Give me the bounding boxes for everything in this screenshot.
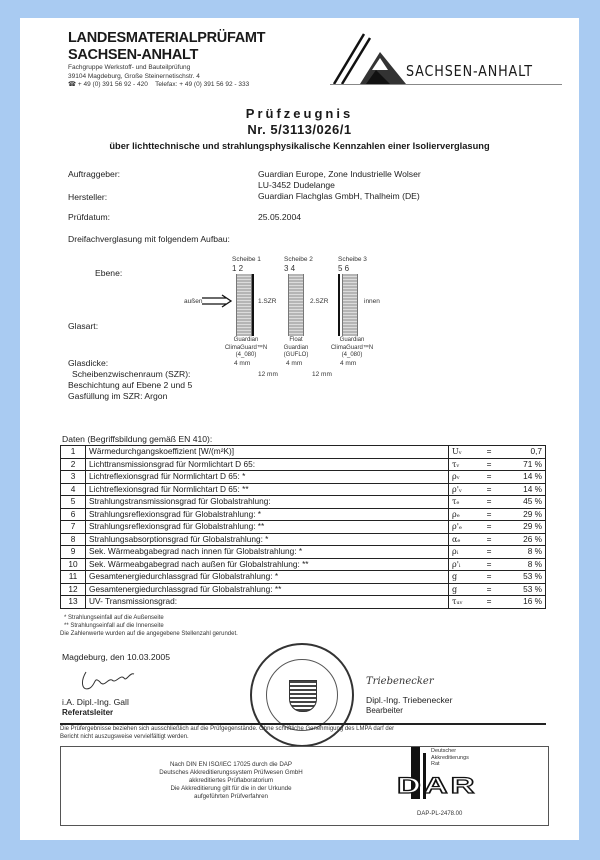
row-symbol: ρᵢ (449, 546, 476, 559)
row-equals: = (475, 558, 503, 571)
row-symbol: Uᵥ (449, 446, 476, 459)
client-value: Guardian Europe, Zone Industrielle Wolser (258, 169, 421, 179)
row-number: 5 (61, 496, 86, 509)
doc-number: Nr. 5/3113/026/1 (247, 122, 352, 137)
pane-3-graphic (342, 274, 358, 336)
double-arrow-right-icon (202, 294, 234, 308)
dar-small-line: Akkreditierungs (431, 754, 469, 761)
sachsen-anhalt-logo (330, 32, 570, 86)
row-value: 53 % (503, 571, 546, 584)
gap1-width: 12 mm (258, 371, 278, 378)
row-number: 9 (61, 546, 86, 559)
table-row (61, 558, 546, 571)
footnote-2: ** Strahlungseinfall auf die Innenseite (64, 623, 164, 629)
row-value: 45 % (503, 496, 546, 509)
pane-2-graphic (288, 274, 304, 336)
row-description: Sek. Wärmeabgabegrad nach innen für Globalstrahlung: * (86, 546, 449, 559)
pane1-type-line2: ClimaGuard™N (224, 344, 268, 351)
org-line1: LANDESMATERIALPRÜFAMT (68, 30, 266, 46)
row-symbol: τₑ (449, 496, 476, 509)
org-line2: SACHSEN-ANHALT (68, 47, 199, 63)
row-number: 3 (61, 471, 86, 484)
pane3-name: Scheibe 3 (338, 256, 367, 263)
accreditation-box (60, 746, 549, 826)
table-row (61, 533, 546, 546)
ebene-label: Ebene: (95, 268, 123, 278)
pane3-type-line2: ClimaGuard™N (330, 344, 374, 351)
dar-small-line: Deutscher (431, 748, 457, 754)
row-equals: = (475, 596, 503, 609)
table-row (61, 483, 546, 496)
gas-info: Gasfüllung im SZR: Argon (68, 391, 168, 401)
row-equals: = (475, 446, 503, 459)
row-description: Lichttransmissionsgrad für Normlichtart D 65: (86, 458, 449, 471)
row-description: Lichtreflexionsgrad für Normlichtart D 65: * (86, 471, 449, 484)
pane1-type-line3: (4_080) (235, 352, 257, 358)
gap2-label: 2.SZR (310, 298, 329, 305)
row-value: 8 % (503, 558, 546, 571)
org-street: 39104 Magdeburg, Große Steinernetischstr. 4 (68, 72, 200, 80)
pane2-levels: 3 4 (284, 264, 296, 273)
table-row (61, 508, 546, 521)
row-symbol: ρ'ᵢ (449, 558, 476, 571)
pane2-type-line3: (GUFLO) (283, 352, 309, 358)
table-row (61, 446, 546, 459)
row-number: 13 (61, 596, 86, 609)
phone: ☎ + 49 (0) 391 56 92 - 420 (68, 81, 148, 88)
pane2-type (270, 337, 322, 360)
row-number: 1 (61, 446, 86, 459)
row-description: Strahlungsreflexionsgrad für Globalstrahlung: ** (86, 521, 449, 534)
pane1-type (216, 337, 276, 360)
row-value: 14 % (503, 471, 546, 484)
row-value: 16 % (503, 596, 546, 609)
accreditation-line: aufgeführten Prüfverfahren (194, 793, 268, 800)
table-row (61, 521, 546, 534)
row-equals: = (475, 471, 503, 484)
place-date: Magdeburg, den 10.03.2005 (62, 652, 170, 662)
table-row (61, 571, 546, 584)
row-value: 29 % (503, 508, 546, 521)
row-equals: = (475, 483, 503, 496)
data-table (60, 445, 546, 609)
manufacturer-value: Guardian Flachglas GmbH, Thalheim (DE) (258, 191, 420, 201)
disclaimer-line2: Bericht nicht auszugsweise vervielfältigt werden. (60, 734, 189, 740)
row-symbol: ρₑ (449, 508, 476, 521)
pane2-thickness: 4 mm (286, 360, 303, 367)
left-signer-name: i.A. Dipl.-Ing. Gall (62, 697, 129, 707)
footnote-1: * Strahlungseinfall auf die Außenseite (64, 615, 164, 621)
gap2-width: 12 mm (312, 371, 332, 378)
pane1-levels: 1 2 (232, 264, 244, 273)
pane1-type-line1: Guardian (233, 337, 259, 343)
accreditation-line: Deutsches Akkreditierungssystem Prüfwesen GmbH (159, 769, 303, 776)
pane2-type-line1: Float (289, 337, 303, 343)
row-description: Strahlungsreflexionsgrad für Globalstrahlung: * (86, 508, 449, 521)
pane2-type-line2: Guardian (283, 344, 309, 351)
row-description: Strahlungstransmissionsgrad für Globalstrahlung: (86, 496, 449, 509)
table-row (61, 471, 546, 484)
row-description: Lichtreflexionsgrad für Normlichtart D 65: ** (86, 483, 449, 496)
outside-label: außen (184, 298, 203, 305)
row-symbol: αₑ (449, 533, 476, 546)
row-value: 71 % (503, 458, 546, 471)
row-value: 26 % (503, 533, 546, 546)
row-symbol: ρ'ₑ (449, 521, 476, 534)
doc-title: Prüfzeugnis (245, 106, 354, 121)
row-number: 4 (61, 483, 86, 496)
row-symbol: g (449, 583, 476, 596)
pane-1-coating (252, 274, 254, 336)
org-address (68, 64, 249, 90)
org-department: Fachgruppe Werkstoff- und Bauteilprüfung (68, 64, 191, 71)
gap-label: Scheibenzwischenraum (SZR): (72, 369, 191, 379)
inside-label: innen (364, 298, 380, 305)
pane3-type-line1: Guardian (339, 337, 365, 343)
row-description: Gesamtenergiedurchlassgrad für Globalstrahlung: * (86, 571, 449, 584)
dar-small-text (431, 748, 469, 768)
footer-divider (60, 723, 546, 725)
row-number: 7 (61, 521, 86, 534)
org-name (68, 30, 265, 64)
row-symbol: τᵥ (449, 458, 476, 471)
row-number: 12 (61, 583, 86, 596)
pane3-levels: 5 6 (338, 264, 350, 273)
right-signer-name: Dipl.-Ing. Triebenecker (366, 695, 453, 705)
row-number: 11 (61, 571, 86, 584)
row-description: Wärmedurchgangskoeffizient [W/(m²K)] (86, 446, 449, 459)
pane1-thickness: 4 mm (234, 360, 251, 367)
row-value: 8 % (503, 546, 546, 559)
accreditation-text (131, 761, 331, 801)
row-description: UV- Transmissionsgrad: (86, 596, 449, 609)
table-row (61, 458, 546, 471)
row-equals: = (475, 583, 503, 596)
right-signer-role: Bearbeiter (366, 706, 403, 715)
row-symbol: ρᵥ (449, 471, 476, 484)
signature-gall-icon (78, 668, 138, 696)
pane-1-graphic (236, 274, 252, 336)
accreditation-line: Nach DIN EN ISO/IEC 17025 durch die DAP (169, 761, 293, 768)
row-equals: = (475, 571, 503, 584)
construction-intro: Dreifachverglasung mit folgendem Aufbau: (68, 234, 230, 244)
dar-number: DAP-PL-2478.00 (417, 811, 463, 817)
pane3-type (322, 337, 382, 360)
footnote-3: Die Zahlenwerte wurden auf die angegebene Stellenzahl gerundet. (60, 631, 238, 637)
row-symbol: ρ'ᵥ (449, 483, 476, 496)
row-number: 10 (61, 558, 86, 571)
dar-small-line: Rat (431, 761, 440, 767)
glass-type-label: Glasart: (68, 321, 99, 331)
row-equals: = (475, 521, 503, 534)
test-date-value: 25.05.2004 (258, 212, 302, 222)
table-row (61, 496, 546, 509)
client-label: Auftraggeber: (68, 169, 121, 179)
pane1-name: Scheibe 1 (232, 256, 261, 263)
row-equals: = (475, 533, 503, 546)
row-equals: = (475, 508, 503, 521)
document-page (20, 18, 579, 840)
row-equals: = (475, 496, 503, 509)
table-row (61, 583, 546, 596)
row-symbol: τᵤᵥ (449, 596, 476, 609)
logo-underline (330, 84, 562, 85)
row-symbol: g (449, 571, 476, 584)
test-date-label: Prüfdatum: (68, 212, 111, 222)
logo-text: SACHSEN-ANHALT (406, 62, 533, 80)
glass-thickness-label: Glasdicke: (68, 358, 109, 368)
client-value-2: LU-3452 Dudelange (258, 180, 335, 190)
accreditation-line: akkreditiertes Prüflaboratorium (188, 777, 274, 784)
row-description: Sek. Wärmeabgabegrad nach außen für Globalstrahlung: ** (86, 558, 449, 571)
table-caption: Daten (Begriffsbildung gemäß EN 410): (62, 434, 213, 444)
row-number: 2 (61, 458, 86, 471)
manufacturer-label: Hersteller: (68, 192, 108, 202)
table-row (61, 596, 546, 609)
row-number: 6 (61, 508, 86, 521)
pane2-name: Scheibe 2 (284, 256, 313, 263)
pane-3-coating (338, 274, 340, 336)
doc-subtitle: über lichttechnische und strahlungsphysikalische Kennzahlen einer Isolierverglasung (109, 141, 490, 151)
coat-of-arms-icon (289, 680, 317, 712)
disclaimer-line1: Die Prüfergebnisse beziehen sich ausschließlich auf die Prüfgegenstände. Ohne schriftliche Genehmigung des LMPA darf der (60, 726, 395, 732)
triangle-logo-icon (330, 32, 410, 86)
row-equals: = (475, 458, 503, 471)
row-value: 0,7 (503, 446, 546, 459)
row-number: 8 (61, 533, 86, 546)
row-value: 53 % (503, 583, 546, 596)
pane3-thickness: 4 mm (340, 360, 357, 367)
pane3-type-line3: (4_080) (341, 352, 363, 358)
row-value: 14 % (503, 483, 546, 496)
row-description: Strahlungsabsorptionsgrad für Globalstrahlung: * (86, 533, 449, 546)
right-signature: Triebenecker (366, 676, 434, 687)
gap1-label: 1.SZR (258, 298, 277, 305)
fax: Telefax: + 49 (0) 391 56 92 - 333 (155, 81, 250, 88)
accreditation-line: Die Akkreditierung gilt für die in der Urkunde (170, 785, 292, 792)
stamp-inner-ring (266, 659, 338, 731)
row-equals: = (475, 546, 503, 559)
row-description: Gesamtenergiedurchlassgrad für Globalstrahlung: ** (86, 583, 449, 596)
left-signer-role: Referatsleiter (62, 708, 114, 717)
row-value: 29 % (503, 521, 546, 534)
table-row (61, 546, 546, 559)
dar-logo: DAR (397, 773, 478, 798)
org-contact (68, 81, 249, 90)
coating-info: Beschichtung auf Ebene 2 und 5 (68, 380, 193, 390)
